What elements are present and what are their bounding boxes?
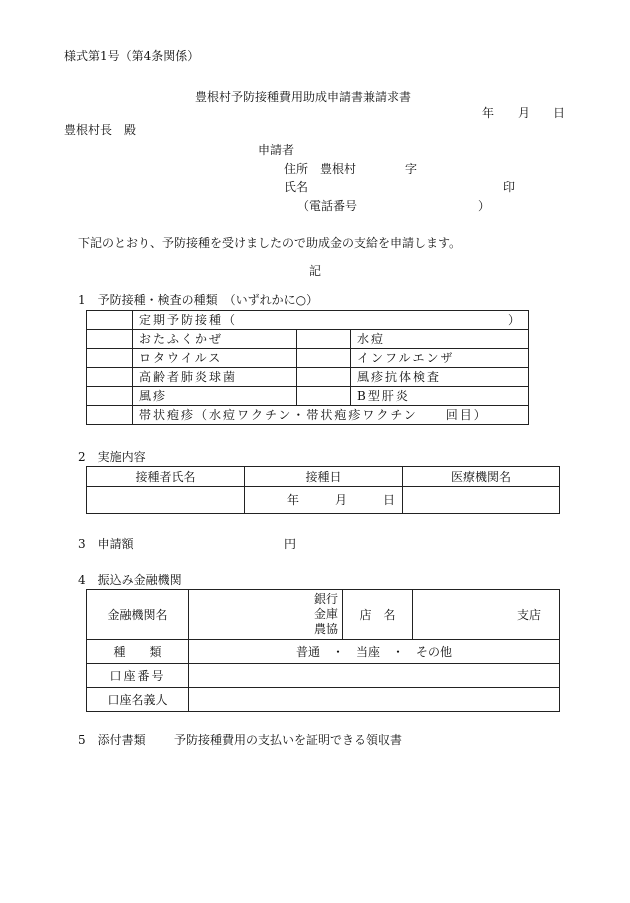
mark-cell[interactable] [297, 387, 351, 406]
vaccination-date-field[interactable]: 年 月 日 [245, 487, 403, 514]
mark-cell[interactable] [87, 387, 133, 406]
vaccine-suitou: 水痘 [351, 330, 529, 349]
date-month: 月 [518, 106, 531, 120]
vaccine-shingles: 帯状疱疹（水痘ワクチン・帯状疱疹ワクチン 回目） [133, 406, 529, 425]
date-year: 年 [482, 106, 495, 120]
teiki-cell: 定期予防接種（ ） [133, 311, 529, 330]
applicant-heading: 申請者 [258, 143, 295, 157]
section4-heading: 4 振込み金融機関 [78, 573, 182, 587]
vaccine-type-table [86, 310, 529, 425]
bank-type-bank: 銀行 [313, 592, 338, 606]
seal-mark: 印 [503, 180, 516, 194]
institution-label: 金融機関名 [87, 590, 189, 640]
branch-name-label: 店 名 [343, 590, 413, 640]
mark-cell[interactable] [87, 368, 133, 387]
rubella-antibody-test: 風疹抗体検査 [351, 368, 529, 387]
bank-table [86, 589, 560, 712]
account-type-options[interactable]: 普通 ・ 当座 ・ その他 [189, 640, 560, 664]
attachment-content: 予防接種費用の支払いを証明できる領収書 [174, 733, 403, 747]
vaccine-rota: ロタウイルス [133, 349, 297, 368]
institution-name-field[interactable] [189, 590, 343, 640]
account-holder-field[interactable] [189, 688, 560, 712]
name-label: 氏名 [284, 180, 309, 194]
address-label: 住所 豊根村 [284, 162, 357, 176]
vaccine-pneumococcal: 高齢者肺炎球菌 [133, 368, 297, 387]
aza-label: 字 [405, 162, 418, 176]
yen-unit: 円 [284, 537, 297, 551]
addressee: 豊根村長 殿 [64, 123, 137, 137]
mark-cell[interactable] [297, 330, 351, 349]
date-day: 日 [553, 106, 566, 120]
vaccine-otafuku: おたふくかぜ [133, 330, 297, 349]
bank-type-shinkin: 金庫 [313, 607, 338, 621]
ki-heading: 記 [309, 264, 322, 278]
statement: 下記のとおり、予防接種を受けましたので助成金の支給を申請します。 [78, 236, 462, 250]
medical-institution-field[interactable] [403, 487, 560, 514]
account-number-label: 口座番号 [87, 664, 189, 688]
mark-cell[interactable] [87, 311, 133, 330]
mark-cell[interactable] [87, 349, 133, 368]
mark-cell[interactable] [297, 349, 351, 368]
mark-cell[interactable] [87, 330, 133, 349]
phone-open: （電話番号 [297, 199, 358, 213]
account-number-field[interactable] [189, 664, 560, 688]
header-medical-institution: 医療機関名 [403, 467, 560, 487]
bank-type-nokyo: 農協 [313, 622, 338, 636]
section5-heading: 5 添付書類 [78, 733, 146, 747]
mark-cell[interactable] [87, 406, 133, 425]
implementation-table [86, 466, 560, 514]
vaccine-rubella: 風疹 [133, 387, 297, 406]
form-number: 様式第1号（第4条関係） [64, 49, 200, 63]
header-vaccination-date: 接種日 [245, 467, 403, 487]
vaccine-influenza: インフルエンザ [351, 349, 529, 368]
phone-close: ） [478, 199, 491, 213]
account-holder-label: 口座名義人 [87, 688, 189, 712]
header-recipient-name: 接種者氏名 [87, 467, 245, 487]
mark-cell[interactable] [297, 368, 351, 387]
branch-field[interactable] [413, 590, 560, 640]
section3-heading: 3 申請額 [78, 537, 134, 551]
branch-suffix: 支店 [516, 607, 541, 622]
recipient-name-field[interactable] [87, 487, 245, 514]
page-title: 豊根村予防接種費用助成申請書兼請求書 [195, 90, 412, 104]
section1-heading: 1 予防接種・検査の種類 （いずれかに○） [78, 293, 319, 307]
vaccine-hepatitis-b: B型肝炎 [351, 387, 529, 406]
account-type-label: 種 類 [87, 640, 189, 664]
section2-heading: 2 実施内容 [78, 450, 146, 464]
